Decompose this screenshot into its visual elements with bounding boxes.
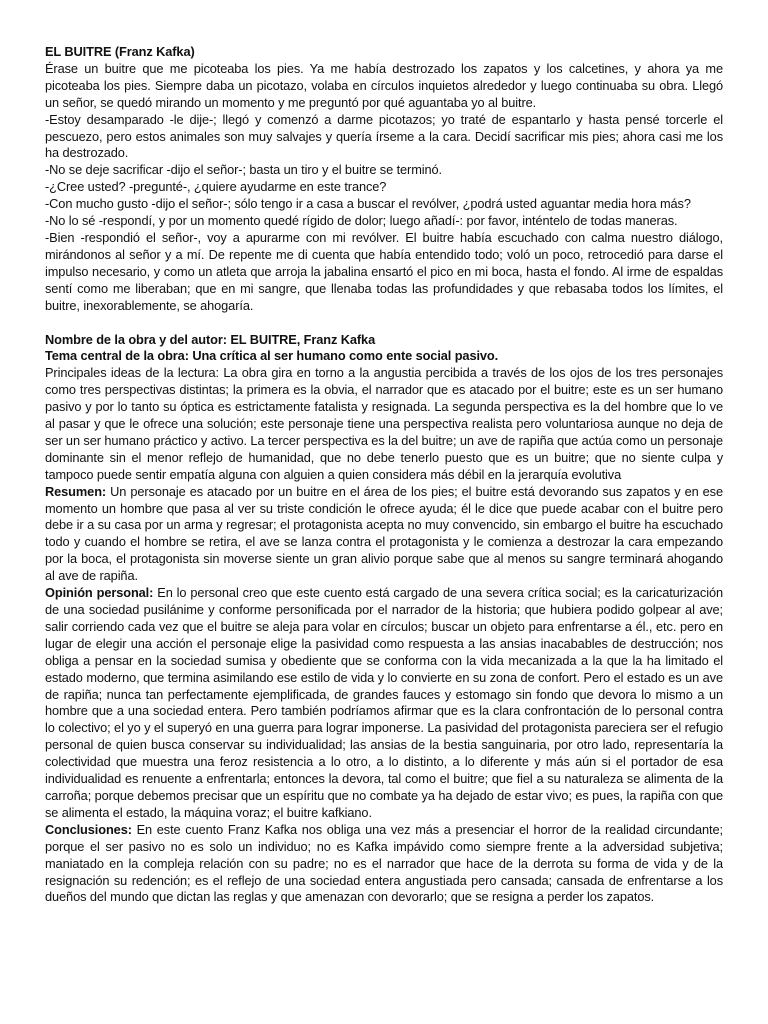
conclusions-paragraph — [45, 822, 723, 907]
section-spacer — [45, 315, 723, 332]
opinion-label: Opinión personal: — [45, 585, 154, 601]
summary-text: Un personaje es atacado por un buitre en el área de los pies; el buitre está devorando sus zapatos y en ese momento un hombre que pasa al ver su triste condición le ofrece ayuda; él le dice que puede acabar con el buitre pero debe ir a su casa por un arma y regresar; el protagonista acepta no muy convencido, sin embargo el buitre ha escuchado todo y cuando el hombre se retira, el ave se lanza contra el protagonista y le comienza a destrozar la cara empezando por la boca, el protagonista sin moverse siente un gran alivio porque sabe que al menos su sangre terminará ahogando al ave de rapiña. — [45, 483, 723, 584]
opinion-text: En lo personal creo que este cuento está cargado de una severa crítica social; es la caricaturización de una sociedad pusilánime y conforme personificada por el narrador de la historia; que hubiera podido golpear al ave; salir corriendo cada vez que el buitre se aleja para volar en círculos; buscar un objeto para enfrentarse a él., etc. pero en lugar de elegir una acción el personaje elige la pasividad como respuesta a las ansias inacabables de destrucción; nos obliga a pensar en la sociedad sumisa y obediente que se conforma con la vida mecanizada a la que la ha limitado el estado moderno, que termina asimilando ese estilo de vida y lo convierte en su zona de confort. Pero el estado es un ave de rapiña; nunca tan perfectamente ejemplificada, de grandes fauces y estomago sin fondo que devora lo mismo a un hombre que a una sociedad entera. Pero también podríamos afirmar que es la clara confrontación de lo personal contra lo colectivo; el yo y el superyó en una guerra para lograr imponerse. La pasividad del protagonista pareciera ser el refugio personal de quien busca conservar su individualidad; las ansias de la bestia sanguinaria, por otro lado, representaría la colectividad que muestra una feroz resistencia a lo otro, a lo distinto, a lo diferente y más aún si el portador de esa individualidad es renuente a enfrentarla; entonces la devora, tal como el buitre; que fiel a su naturaleza se alimenta de la carroña; porque debemos precisar que un espíritu que no combate ya ha dejado de estar vivo; es pues, la rapiña con que se alimenta el estado, la máquina voraz; el buitre kafkiano. — [45, 585, 723, 820]
story-paragraph-4: -¿Cree usted? -pregunté-, ¿quiere ayudarme en este trance? — [45, 179, 387, 195]
story-paragraph-1: Érase un buitre que me picoteaba los pies. Ya me había destrozado los zapatos y los calcetines, y ahora ya me picoteaba los pies. Siempre daba un picotazo, volaba en círculos inquietos alrededor y luego continuaba su obra. Llegó un señor, se quedó mirando un momento y me preguntó por qué aguantaba yo al buitre. — [45, 60, 723, 110]
main-ideas-paragraph: Principales ideas de la lectura: La obra gira en torno a la angustia percibida a través de los ojos de los tres personajes como tres perspectivas distintas; la primera es la obvia, el narrador que es atacado por el buitre; este es un ser humano pasivo y por lo tanto su óptica es estrictamente fatalista y resignada. La segunda perspectiva es la del hombre que lo ve al pasar y que le ofrece una solución; este personaje tiene una perspectiva realista pero voluntariosa aunque no deja de ser un ser humano práctico y activo. La tercer perspectiva es la del buitre; un ave de rapiña que actúa como un personaje dominante sin el menor reflejo de humanidad, que no debe tenerlo puesto que es un buitre; que no siente culpa y tampoco puede sentir empatía alguna con alguien a quien considera más débil en la jerarquía evolutiva — [45, 365, 723, 482]
conclusions-text: En este cuento Franz Kafka nos obliga una vez más a presenciar el horror de la realidad circundante; porque el ser pasivo no es solo un individuo; no es Kafka impávido como siempre frente a la adversidad subjetiva; maniatado en la compleja relación con su padre; no es el narrador que hace de la derrota su forma de vida y de la resignación su redención; es el reflejo de una sociedad entera angustiada pero cansada; cansada de enfrentarse a los dueños del mundo que dictan las reglas y que amenazan con devorarlo; que se resigna a perder los zapatos. — [45, 821, 723, 905]
conclusions-label: Conclusiones: — [45, 821, 132, 837]
central-theme-line: Tema central de la obra: Una crítica al ser humano como ente social pasivo. — [45, 348, 499, 364]
story-paragraph-3: -No se deje sacrificar -dijo el señor-; basta un tiro y el buitre se terminó. — [45, 162, 442, 178]
story-paragraph-5: -Con mucho gusto -dijo el señor-; sólo tengo ir a casa a buscar el revólver, ¿podrá usted aguantar media hora más? — [45, 196, 691, 212]
document-page — [45, 44, 723, 906]
summary-label: Resumen: — [45, 483, 107, 499]
work-author-line: Nombre de la obra y del autor: EL BUITRE, Franz Kafka — [45, 331, 376, 347]
story-paragraph-6: -No lo sé -respondí, y por un momento quedé rígido de dolor; luego añadí-: por favor, inténtelo de todas maneras. — [45, 213, 678, 229]
story-paragraph-2: -Estoy desamparado -le dije-; llegó y comenzó a darme picotazos; yo traté de espantarlo y hasta pensé torcerle el pescuezo, pero estos animales son muy salvajes y quería írseme a la cara. Decidí sacrificar mis pies; ahora casi me los ha destrozado. — [45, 111, 723, 161]
story-title: EL BUITRE (Franz Kafka) — [45, 44, 195, 59]
summary-paragraph — [45, 484, 723, 585]
story-paragraph-7: -Bien -respondió el señor-, voy a apurarme con mi revólver. El buitre había escuchado con calma nuestro diálogo, mirándonos al señor y a mí. De repente me di cuenta que había entendido todo; voló un poco, retrocedió para darse el impulso necesario, y como un atleta que arroja la jabalina ensartó el pico en mi boca, hasta el fondo. Al irme de espaldas sentí como me liberaban; que en mi sangre, que llenaba todas las profundidades y que rebasaba todos los límites, el buitre, inexorablemente, se ahogaría. — [45, 229, 723, 313]
opinion-paragraph — [45, 585, 723, 822]
